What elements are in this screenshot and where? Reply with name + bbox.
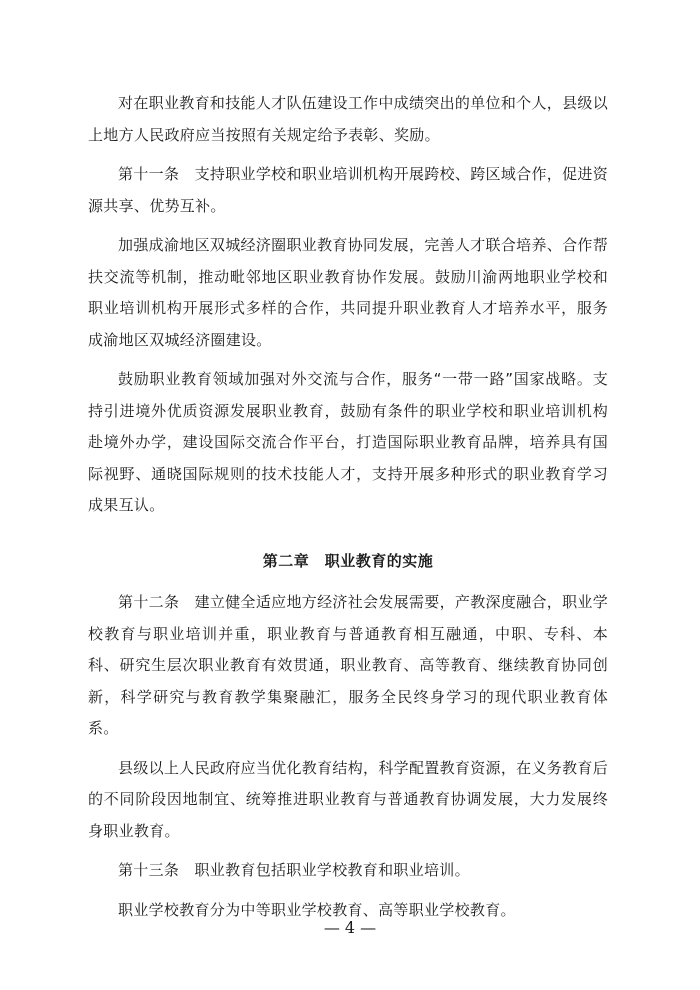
- paragraph-article-12: 第十二条 建立健全适应地方经济社会发展需要，产教深度融合，职业学校教育与职业培训并重，职业教育与普通教育相互融通，中职、专科、本科、研究生层次职业教育有效贯通，职业教育、高等教育、继续教育协同创新，科学研究与教育教学集聚融汇，服务全民终身学习的现代职业教育体系。: [88, 593, 608, 737]
- paragraph-article-11: 第十一条 支持职业学校和职业培训机构开展跨校、跨区域合作，促进资源共享、优势互补。: [88, 165, 608, 215]
- paragraph-commendation: 对在职业教育和技能人才队伍建设工作中成绩突出的单位和个人，县级以上地方人民政府应当按照有关规定给予表彰、奖励。: [88, 94, 608, 144]
- chapter-title: 第二章 职业教育的实施: [262, 551, 434, 570]
- paragraph-chengyu-cooperation: 加强成渝地区双城经济圈职业教育协同发展，完善人才联合培养、合作帮扶交流等机制，推动毗邻地区职业教育协作发展。鼓励川渝两地职业学校和职业培训机构开展形式多样的合作，共同提升职业教育人才培养水平，服务成渝地区双城经济圈建设。: [88, 236, 608, 349]
- paragraph-school-education-levels: 职业学校教育分为中等职业学校教育、高等职业学校教育。: [118, 900, 516, 919]
- paragraph-international-exchange: 鼓励职业教育领域加强对外交流与合作，服务“一带一路”国家战略。支持引进境外优质资源发展职业教育，鼓励有条件的职业学校和职业培训机构赴境外办学，建设国际交流合作平台，打造国际职业教育品牌，培养具有国际视野、通晓国际规则的技术技能人才，支持开展多种形式的职业教育学习成果互认。: [88, 370, 608, 514]
- document-body: [88, 88, 608, 926]
- page-number: — 4 —: [323, 918, 377, 937]
- paragraph-article-13: 第十三条 职业教育包括职业学校教育和职业培训。: [118, 861, 470, 879]
- paragraph-education-structure: 县级以上人民政府应当优化教育结构，科学配置教育资源，在义务教育后的不同阶段因地制宜、统筹推进职业教育与普通教育协调发展，大力发展终身职业教育。: [88, 758, 608, 840]
